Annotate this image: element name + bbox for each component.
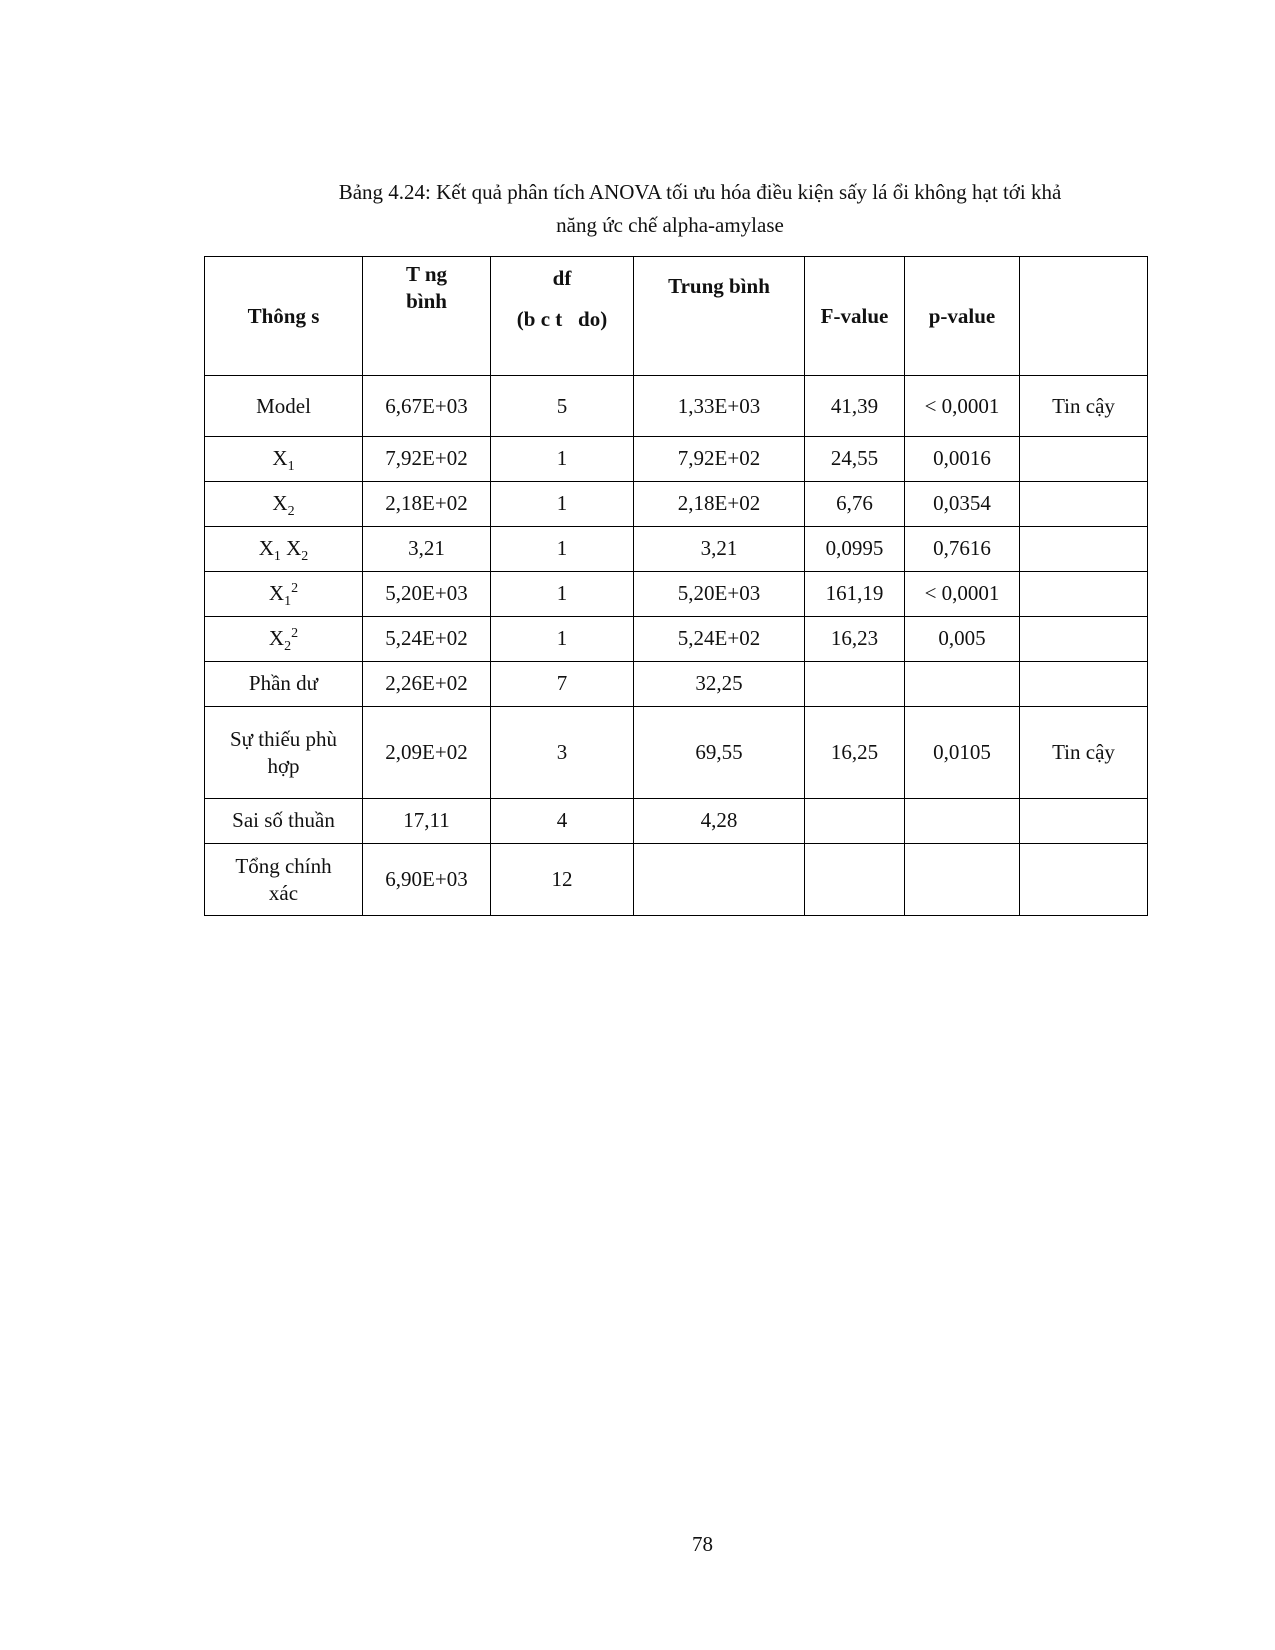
cell-param: $X_2^2$	[205, 617, 363, 662]
header-df: df (b c t do)	[491, 257, 634, 376]
cell-ss: 17,11	[363, 799, 491, 844]
cell-ms: 69,55	[634, 707, 805, 799]
cell-ss: 2,26E+02	[363, 662, 491, 707]
table-row	[205, 437, 1148, 482]
page-number: 78	[692, 1532, 713, 1556]
cell-ms: 2,18E+02	[634, 482, 805, 527]
cell-ms: 3,21	[634, 527, 805, 572]
cell-param: $X_2$	[205, 482, 363, 527]
header-note	[1020, 257, 1148, 376]
cell-p: 0,7616	[905, 527, 1020, 572]
cell-note	[1020, 437, 1148, 482]
cell-note	[1020, 799, 1148, 844]
cell-ss: 6,67E+03	[363, 376, 491, 437]
cell-f: 16,23	[805, 617, 905, 662]
cell-f	[805, 799, 905, 844]
header-mean: Trung bình	[634, 257, 805, 376]
cell-ss: 2,09E+02	[363, 707, 491, 799]
cell-f	[805, 662, 905, 707]
cell-ms: 7,92E+02	[634, 437, 805, 482]
cell-param: Sự thiếu phù hợp	[205, 707, 363, 799]
cell-ss: 2,18E+02	[363, 482, 491, 527]
cell-note	[1020, 482, 1148, 527]
cell-df: 12	[491, 844, 634, 916]
cell-p: < 0,0001	[905, 572, 1020, 617]
cell-param: $X_1$ $X_2$	[205, 527, 363, 572]
cell-f: 16,25	[805, 707, 905, 799]
cell-param: $X_1^2$	[205, 572, 363, 617]
cell-f: 41,39	[805, 376, 905, 437]
header-param: Thông s	[205, 257, 363, 376]
anova-table	[204, 256, 1148, 916]
cell-p	[905, 799, 1020, 844]
cell-ms: 32,25	[634, 662, 805, 707]
table-row	[205, 662, 1148, 707]
cell-param: Phần dư	[205, 662, 363, 707]
cell-param: Sai số thuần	[205, 799, 363, 844]
cell-param: Model	[205, 376, 363, 437]
cell-note	[1020, 844, 1148, 916]
cell-param: Tổng chính xác	[205, 844, 363, 916]
cell-p: 0,0105	[905, 707, 1020, 799]
cell-df: 1	[491, 617, 634, 662]
table-row	[205, 376, 1148, 437]
cell-df: 7	[491, 662, 634, 707]
header-row	[205, 257, 1148, 376]
cell-ss: 5,24E+02	[363, 617, 491, 662]
cell-note	[1020, 662, 1148, 707]
cell-df: 1	[491, 482, 634, 527]
table-row	[205, 527, 1148, 572]
table-row	[205, 844, 1148, 916]
cell-note	[1020, 572, 1148, 617]
cell-note: Tin cậy	[1020, 707, 1148, 799]
cell-p: 0,0016	[905, 437, 1020, 482]
header-sum-of-squares: T ng bình	[363, 257, 491, 376]
cell-ss: 3,21	[363, 527, 491, 572]
cell-param: $X_1$	[205, 437, 363, 482]
cell-df: 1	[491, 437, 634, 482]
table-row	[205, 572, 1148, 617]
table-caption	[200, 176, 1140, 242]
cell-ms: 5,20E+03	[634, 572, 805, 617]
cell-note: Tin cậy	[1020, 376, 1148, 437]
cell-p: 0,005	[905, 617, 1020, 662]
cell-ms	[634, 844, 805, 916]
caption-line-1: Bảng 4.24: Kết quả phân tích ANOVA tối ưu hóa điều kiện sấy lá ổi không hạt tới khả	[338, 180, 1062, 204]
cell-f: 161,19	[805, 572, 905, 617]
cell-df: 1	[491, 572, 634, 617]
cell-ss: 6,90E+03	[363, 844, 491, 916]
cell-f: 0,0995	[805, 527, 905, 572]
cell-f: 24,55	[805, 437, 905, 482]
cell-note	[1020, 527, 1148, 572]
table-row	[205, 617, 1148, 662]
cell-df: 3	[491, 707, 634, 799]
cell-f: 6,76	[805, 482, 905, 527]
cell-ss: 7,92E+02	[363, 437, 491, 482]
cell-ms: 4,28	[634, 799, 805, 844]
cell-p: < 0,0001	[905, 376, 1020, 437]
cell-p	[905, 844, 1020, 916]
cell-df: 1	[491, 527, 634, 572]
cell-note	[1020, 617, 1148, 662]
cell-p: 0,0354	[905, 482, 1020, 527]
cell-ms: 1,33E+03	[634, 376, 805, 437]
header-p-value: p-value	[905, 257, 1020, 376]
cell-p	[905, 662, 1020, 707]
cell-ss: 5,20E+03	[363, 572, 491, 617]
table-row	[205, 799, 1148, 844]
cell-df: 4	[491, 799, 634, 844]
cell-ms: 5,24E+02	[634, 617, 805, 662]
caption-line-2: năng ức chế alpha-amylase	[556, 213, 784, 237]
table-row	[205, 707, 1148, 799]
cell-df: 5	[491, 376, 634, 437]
cell-f	[805, 844, 905, 916]
table-row	[205, 482, 1148, 527]
header-f-value: F-value	[805, 257, 905, 376]
